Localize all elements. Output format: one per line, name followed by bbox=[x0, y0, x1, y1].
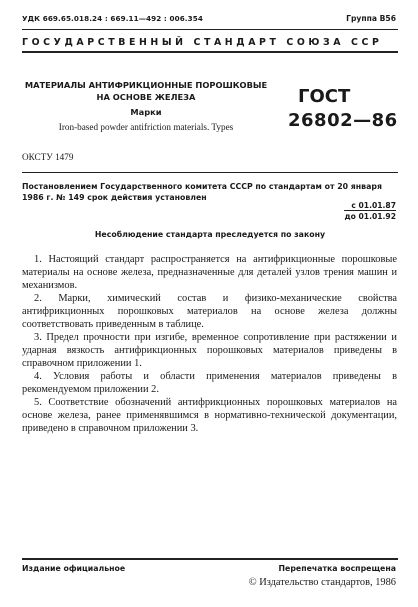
udk-code: УДК 669.65.018.24 : 669.11—492 : 006.354 bbox=[22, 14, 203, 23]
decree-text: Постановлением Государственного комитета СССР по стандартам от 20 января 1986 г. № 149 срок действия установлен bbox=[22, 182, 382, 202]
title-line-1: МАТЕРИАЛЫ АНТИФРИКЦИОННЫЕ ПОРОШКОВЫЕ bbox=[24, 80, 268, 90]
english-title: Iron-based powder antifriction materials. Types bbox=[58, 122, 234, 132]
document-subtitle: Марки bbox=[130, 107, 162, 117]
section-divider bbox=[22, 172, 398, 173]
title-line-2: НА ОСНОВЕ ЖЕЛЕЗА bbox=[96, 92, 196, 102]
publisher-copyright: © Издательство стандартов, 1986 bbox=[248, 577, 396, 588]
body-text bbox=[22, 253, 397, 435]
okstu-code: ОКСТУ 1479 bbox=[22, 152, 74, 162]
state-standard-banner: ГОСУДАРСТВЕННЫЙ СТАНДАРТ СОЮЗА ССР bbox=[22, 37, 383, 48]
paragraph-3: 3. Предел прочности при изгибе, временное сопротивление при растяжении и ударная вязкость антифрикционных порошковых материалов приведены в справочном приложении 1. bbox=[22, 332, 397, 369]
noncompliance-notice: Несоблюдение стандарта преследуется по закону bbox=[94, 230, 326, 239]
gost-label: ГОСТ bbox=[298, 86, 351, 107]
paragraph-2: 2. Марки, химический состав и физико-механические свойства антифрикционных порошковых материалов на основе железа должны соответствовать приведенным в таблице. bbox=[22, 293, 397, 330]
gost-number: 26802—86 bbox=[288, 110, 398, 131]
official-edition-label: Издание официальное bbox=[22, 564, 126, 573]
document-title bbox=[22, 79, 270, 103]
term-underline bbox=[344, 210, 396, 211]
header-rule-top bbox=[22, 29, 398, 30]
footer-rule bbox=[22, 558, 398, 560]
paragraph-5: 5. Соответствие обозначений антифрикционных порошковых материалов на основе железа, ранее применявшимся в нормативно-технической документации, приведено в справочном приложении 3. bbox=[22, 397, 397, 434]
header-rule-bottom bbox=[22, 51, 398, 53]
group-code: Группа В56 bbox=[346, 14, 396, 23]
effective-from: с 01.01.87 bbox=[351, 201, 396, 210]
reprint-prohibited-label: Перепечатка воспрещена bbox=[278, 564, 396, 573]
paragraph-4: 4. Условия работы и области применения материалов приведены в рекомендуемом приложении 2. bbox=[22, 371, 397, 395]
paragraph-1: 1. Настоящий стандарт распространяется на антифрикционные порошковые материалы на основе железа, предназначенные для деталей узлов трения машин и механизмов. bbox=[22, 254, 397, 291]
effective-to: до 01.01.92 bbox=[344, 212, 396, 221]
